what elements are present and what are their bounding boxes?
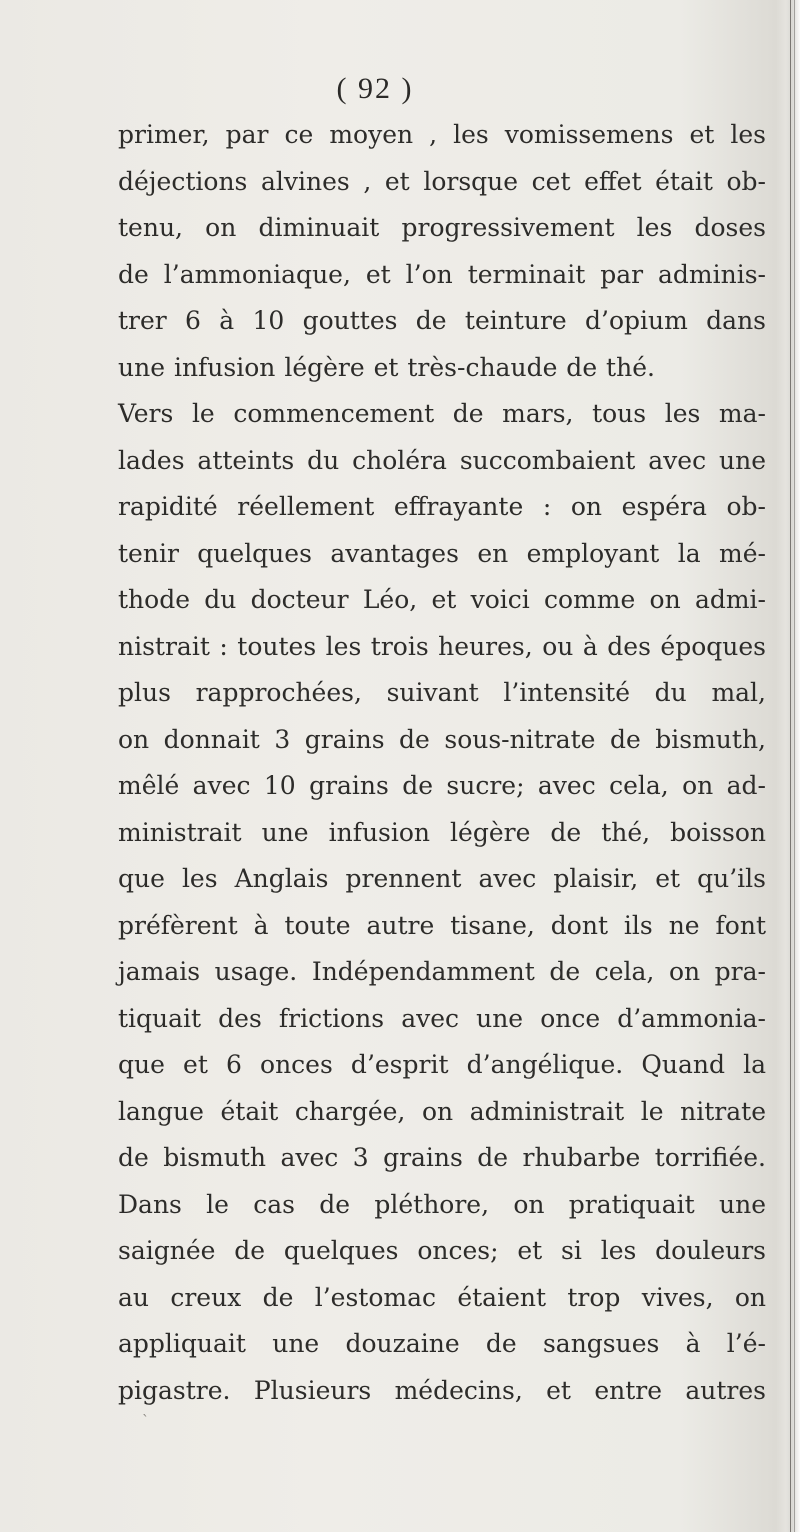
- text-line: ministrait une infusion légère de thé, boisson: [118, 817, 766, 847]
- text-line: saignée de quelques onces; et si les douleurs: [118, 1236, 766, 1265]
- text-line: que et 6 onces d’esprit d’angélique. Quand la: [118, 1050, 766, 1079]
- page-number: ( 92 ): [336, 72, 414, 105]
- text-line: mêlé avec 10 grains de sucre; avec cela, on ad-: [118, 771, 766, 800]
- text-line: plus rapprochées, suivant l’intensité du mal,: [118, 678, 766, 707]
- page-edge-line: [790, 0, 791, 1532]
- text-line: de bismuth avec 3 grains de rhubarbe torrifiée.: [118, 1143, 766, 1172]
- text-line: langue était chargée, on administrait le nitrate: [118, 1096, 766, 1126]
- text-line: thode du docteur Léo, et voici comme on admi-: [118, 585, 766, 614]
- page-edge-line-outer: [794, 0, 795, 1532]
- text-line: déjections alvines , et lorsque cet effet était ob-: [118, 166, 766, 196]
- text-line: on donnait 3 grains de sous-nitrate de bismuth,: [118, 724, 766, 754]
- text-line: jamais usage. Indépendamment de cela, on pra-: [118, 957, 766, 986]
- text-line: Dans le cas de pléthore, on pratiquait une: [118, 1189, 766, 1219]
- text-line: pigastre. Plusieurs médecins, et entre autres: [118, 1375, 766, 1405]
- text-line: préfèrent à toute autre tisane, dont ils ne font: [118, 910, 766, 940]
- text-line: tenu, on diminuait progressivement les doses: [118, 213, 766, 242]
- text-line: trer 6 à 10 gouttes de teinture d’opium dans: [118, 306, 766, 335]
- text-line: tiquait des frictions avec une once d’ammonia-: [118, 1003, 766, 1033]
- text-line: primer, par ce moyen , les vomissemens et les: [118, 120, 766, 149]
- text-line: Vers le commencement de mars, tous les ma-: [118, 399, 766, 428]
- text-line: tenir quelques avantages en employant la mé-: [118, 538, 766, 568]
- text-line: une infusion légère et très-chaude de thé.: [118, 352, 655, 382]
- text-line: que les Anglais prennent avec plaisir, et qu’ils: [118, 864, 766, 893]
- body-text: [118, 112, 766, 1417]
- text-line: appliquait une douzaine de sangsues à l’é-: [118, 1329, 766, 1358]
- text-line: rapidité réellement effrayante : on espéra ob-: [118, 492, 766, 521]
- text-line: lades atteints du choléra succombaient avec une: [118, 445, 766, 475]
- text-line: au creux de l’estomac étaient trop vives, on: [118, 1282, 766, 1312]
- stray-ink-mark: ˎ: [142, 1401, 149, 1417]
- text-line: nistrait : toutes les trois heures, ou à des époques: [118, 631, 766, 661]
- text-line: de l’ammoniaque, et l’on terminait par adminis-: [118, 259, 766, 289]
- page-edge-shadow: [786, 0, 800, 1532]
